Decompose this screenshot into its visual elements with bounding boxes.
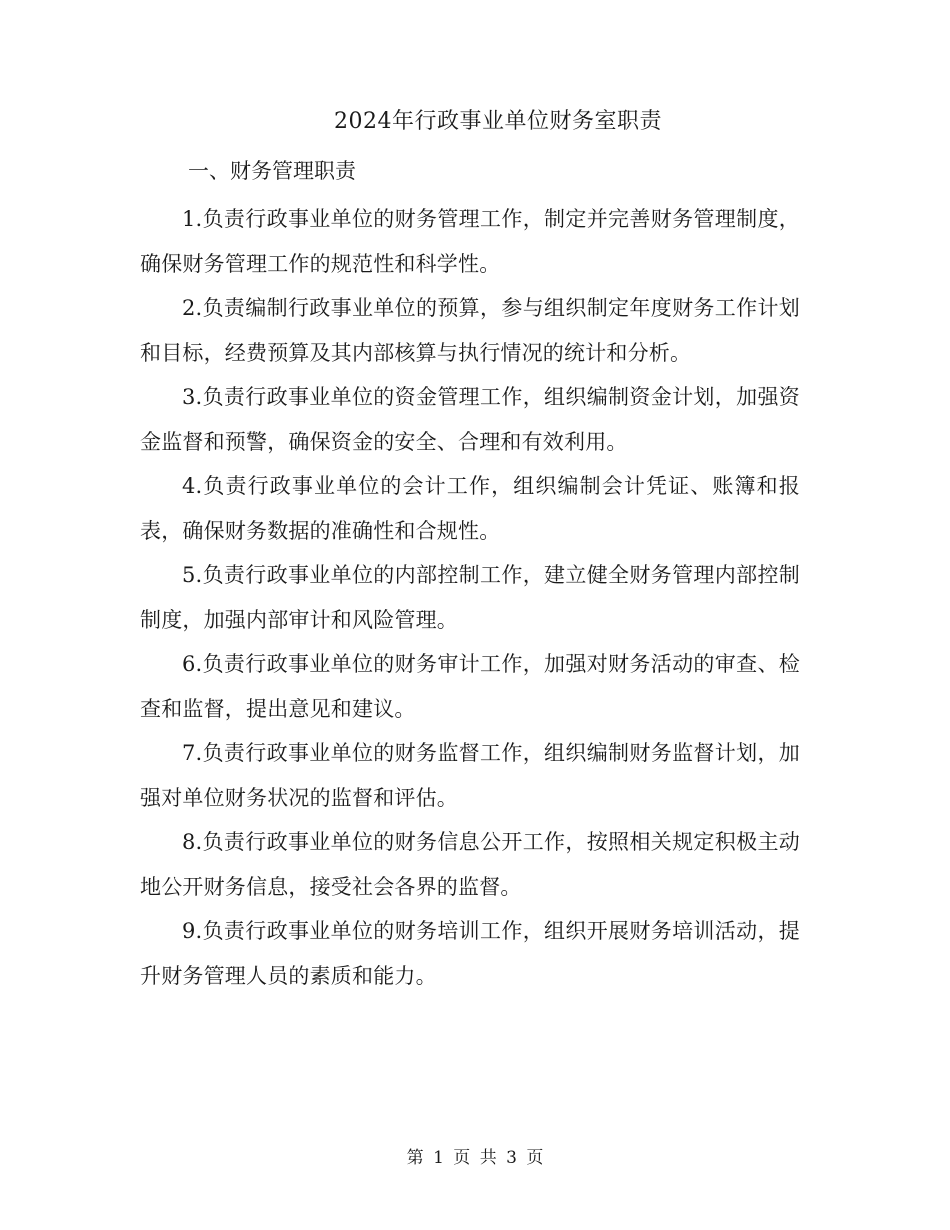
- paragraph-item: 8.负责行政事业单位的财务信息公开工作，按照相关规定积极主动地公开财务信息，接受社会各界的监督。: [140, 830, 800, 899]
- paragraph-item: 1.负责行政事业单位的财务管理工作，制定并完善财务管理制度，确保财务管理工作的规范性和科学性。: [140, 207, 800, 276]
- paragraph-item: 3.负责行政事业单位的资金管理工作，组织编制资金计划，加强资金监督和预警，确保资金的安全、合理和有效利用。: [140, 385, 800, 454]
- section-heading: 一、财务管理职责: [188, 159, 356, 183]
- paragraph-item: 4.负责行政事业单位的会计工作，组织编制会计凭证、账簿和报表，确保财务数据的准确性和合规性。: [140, 474, 800, 543]
- paragraph-item: 9.负责行政事业单位的财务培训工作，组织开展财务培训活动，提升财务管理人员的素质和能力。: [140, 919, 800, 988]
- paragraph-item: 2.负责编制行政事业单位的预算，参与组织制定年度财务工作计划和目标，经费预算及其内部核算与执行情况的统计和分析。: [140, 296, 800, 365]
- document-title: 2024年行政事业单位财务室职责: [334, 109, 662, 134]
- paragraph-item: 7.负责行政事业单位的财务监督工作，组织编制财务监督计划，加强对单位财务状况的监督和评估。: [140, 741, 800, 810]
- paragraph-item: 6.负责行政事业单位的财务审计工作，加强对财务活动的审查、检查和监督，提出意见和建议。: [140, 652, 800, 721]
- page-footer: 第 1 页 共 3 页: [406, 1148, 544, 1168]
- paragraph-item: 5.负责行政事业单位的内部控制工作，建立健全财务管理内部控制制度，加强内部审计和风险管理。: [140, 563, 800, 632]
- document-body: [140, 197, 800, 998]
